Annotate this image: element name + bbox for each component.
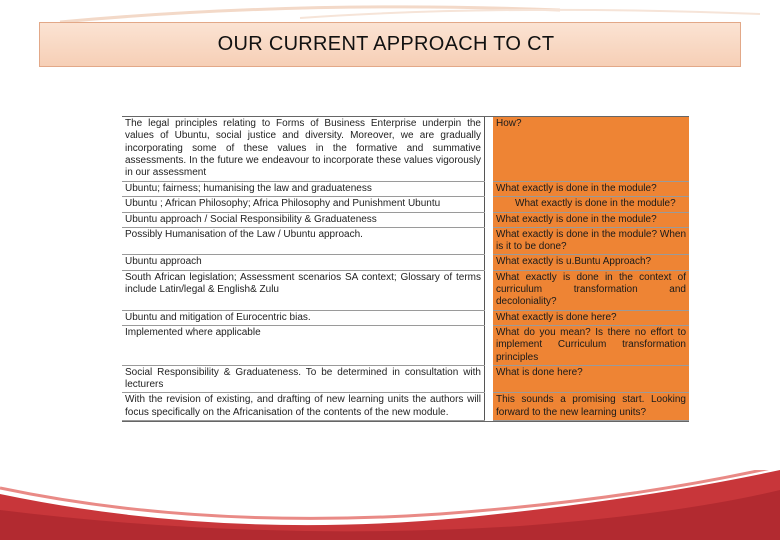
table-row xyxy=(122,270,689,310)
table-cell-comment: What do you mean? Is there no effort to implement Curriculum transformation principles xyxy=(493,325,689,365)
table-row xyxy=(122,325,689,365)
table-cell-comment: How? xyxy=(493,117,689,182)
table-cell-current-approach: South African legislation; Assessment scenarios SA context; Glossary of terms include Latin/legal & English& Zulu xyxy=(122,270,485,310)
table-row xyxy=(122,310,689,325)
table-cell-current-approach: Ubuntu approach xyxy=(122,255,485,270)
table-cell-current-approach: Social Responsibility & Graduateness. To be determined in consultation with lecturers xyxy=(122,365,485,393)
table-row xyxy=(122,182,689,197)
title-bar xyxy=(39,22,741,67)
table-cell-comment: What exactly is done in the module? xyxy=(493,182,689,197)
table-row xyxy=(122,393,689,421)
footer-swoosh-decoration xyxy=(0,470,780,540)
table-cell-current-approach: Implemented where applicable xyxy=(122,325,485,365)
table-cell-current-approach: Ubuntu ; African Philosophy; Africa Philosophy and Punishment Ubuntu xyxy=(122,197,485,212)
table-cell-current-approach: With the revision of existing, and drafting of new learning units the authors will focus specifically on the Africanisation of the contents of the new module. xyxy=(122,393,485,421)
table-cell-current-approach: Possibly Humanisation of the Law / Ubuntu approach. xyxy=(122,227,485,255)
approach-table-grid xyxy=(122,117,689,421)
table-cell-comment: What exactly is done here? xyxy=(493,310,689,325)
table-cell-comment: This sounds a promising start. Looking forward to the new learning units? xyxy=(493,393,689,421)
table-cell-comment: What exactly is done in the module? xyxy=(493,197,689,212)
table-row xyxy=(122,197,689,212)
table-row xyxy=(122,212,689,227)
table-cell-comment: What exactly is done in the module? When is it to be done? xyxy=(493,227,689,255)
page-title: OUR CURRENT APPROACH TO CT xyxy=(217,33,555,55)
table-cell-current-approach: The legal principles relating to Forms of Business Enterprise underpin the values of Ubuntu, social justice and diversity. Moreover, we are gradually incorporating some of these values in the formative and summative assessments. In the future we endeavour to incorporate these values vigorously in our assessment xyxy=(122,117,485,182)
table-row xyxy=(122,365,689,393)
table-cell-comment: What exactly is done in the context of curriculum transformation and decoloniality? xyxy=(493,270,689,310)
approach-table xyxy=(122,116,689,422)
table-cell-comment: What exactly is done in the module? xyxy=(493,212,689,227)
table-cell-comment: What is done here? xyxy=(493,365,689,393)
table-row xyxy=(122,227,689,255)
table-cell-current-approach: Ubuntu and mitigation of Eurocentric bias. xyxy=(122,310,485,325)
table-cell-comment: What exactly is u.Buntu Approach? xyxy=(493,255,689,270)
table-cell-current-approach: Ubuntu; fairness; humanising the law and graduateness xyxy=(122,182,485,197)
table-row xyxy=(122,117,689,182)
table-row xyxy=(122,255,689,270)
table-cell-current-approach: Ubuntu approach / Social Responsibility & Graduateness xyxy=(122,212,485,227)
